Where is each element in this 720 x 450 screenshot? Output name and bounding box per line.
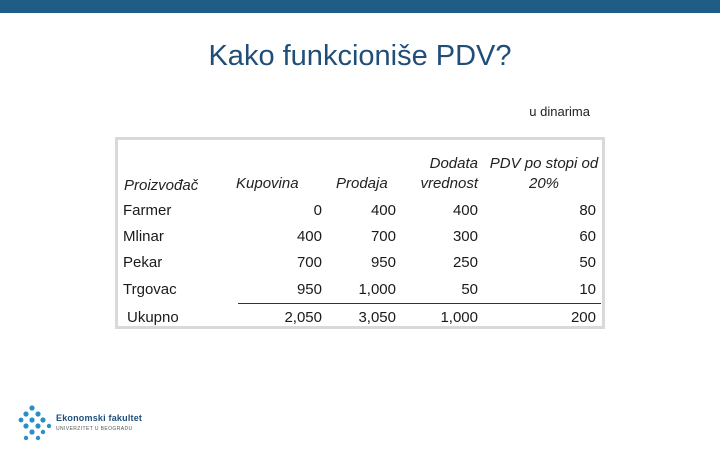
row-vat: 60 — [579, 228, 596, 245]
header-sale: Prodaja — [336, 175, 388, 192]
row-vat: 80 — [579, 202, 596, 219]
row-purchase: 400 — [296, 228, 322, 245]
logo-name: Ekonomski fakultet — [56, 413, 143, 423]
slide-title: Kako funkcioniše PDV? — [208, 40, 512, 72]
row-name: Farmer — [123, 202, 172, 219]
top-accent-bar — [0, 0, 720, 13]
row-added-value: 300 — [452, 228, 478, 245]
table-row — [118, 224, 602, 250]
logo-mark-icon — [18, 405, 52, 441]
unit-note: u dinarima — [529, 104, 590, 119]
faculty-logo — [18, 405, 158, 441]
row-name: Trgovac — [123, 281, 177, 298]
row-purchase: 0 — [313, 202, 322, 219]
row-purchase: 700 — [296, 254, 322, 271]
header-purchase: Kupovina — [236, 175, 299, 192]
total-name: Ukupno — [127, 309, 179, 326]
row-name: Pekar — [123, 254, 163, 271]
total-vat: 200 — [570, 309, 596, 326]
header-vat: PDV po stopi od 20% — [489, 155, 599, 192]
header-added-value: Dodata vrednost — [420, 155, 478, 192]
row-added-value: 250 — [452, 254, 478, 271]
row-name: Mlinar — [123, 228, 164, 245]
table-row — [118, 250, 602, 276]
row-sale: 950 — [370, 254, 396, 271]
header-producer: Proizvođač — [124, 177, 199, 194]
table-row — [118, 198, 602, 224]
total-sale: 3,050 — [358, 309, 396, 326]
total-row — [118, 305, 602, 331]
row-vat: 10 — [579, 281, 596, 298]
row-added-value: 50 — [461, 281, 478, 298]
table-row — [118, 277, 602, 303]
row-sale: 1,000 — [358, 281, 396, 298]
row-sale: 700 — [370, 228, 396, 245]
vat-table — [115, 137, 605, 329]
logo-subtitle: UNIVERZITET U BEOGRADU — [56, 426, 133, 432]
row-vat: 50 — [579, 254, 596, 271]
row-purchase: 950 — [296, 281, 322, 298]
total-added-value: 1,000 — [440, 309, 478, 326]
row-added-value: 400 — [452, 202, 478, 219]
total-purchase: 2,050 — [284, 309, 322, 326]
row-sale: 400 — [370, 202, 396, 219]
total-divider — [238, 303, 601, 304]
